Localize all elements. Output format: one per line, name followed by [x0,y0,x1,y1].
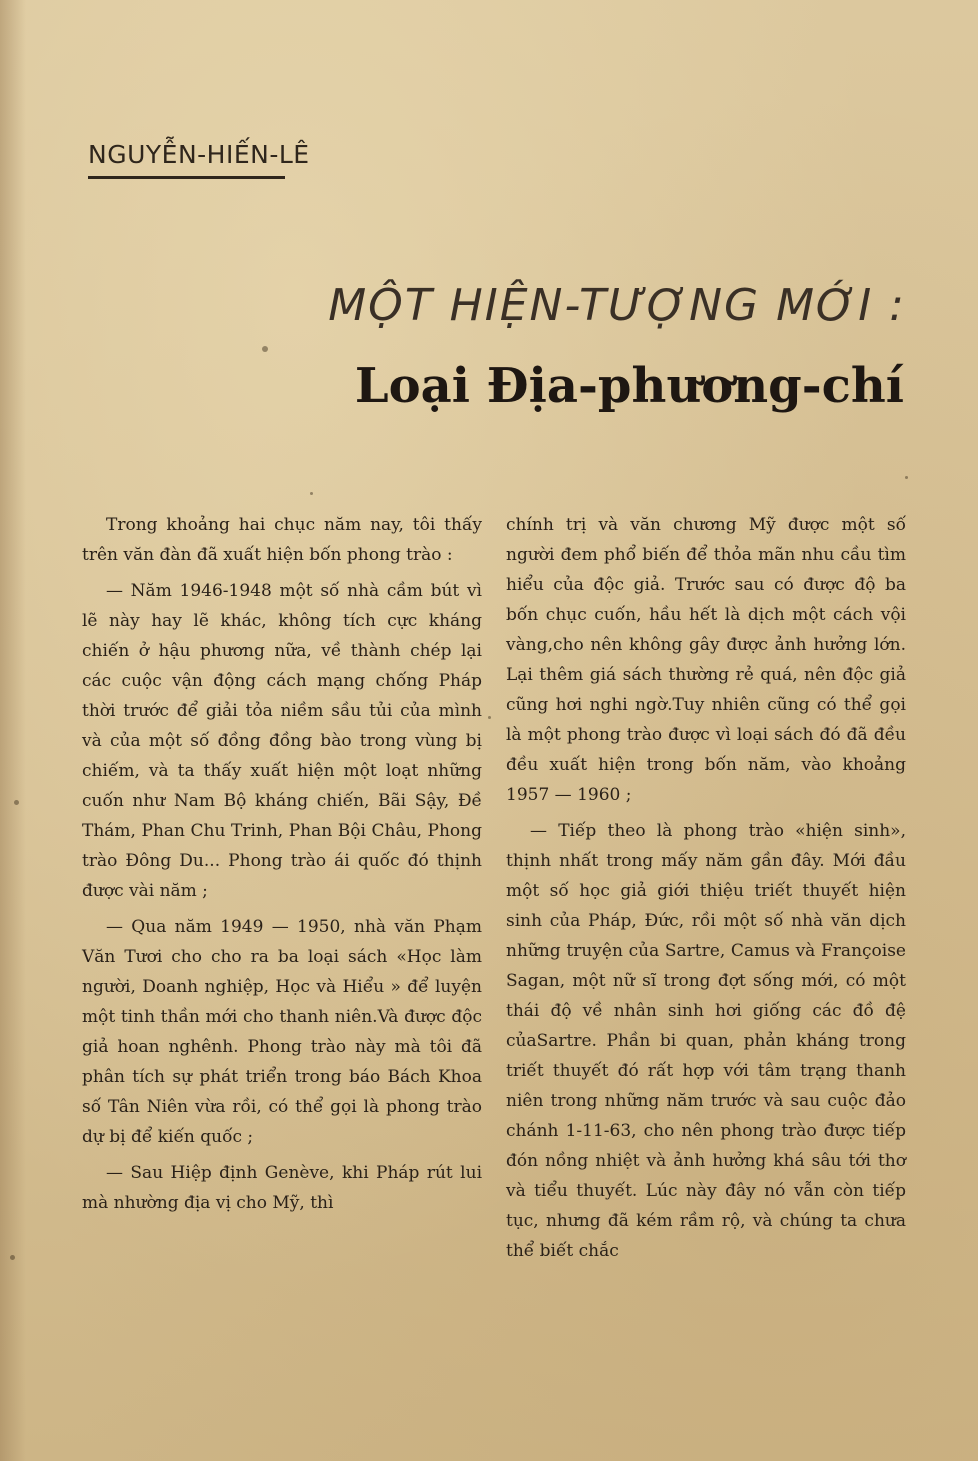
paper-speck [905,476,908,479]
paragraph: — Sau Hiệp định Genève, khi Pháp rút lui mà nhường địa vị cho Mỹ, thì [82,1163,482,1213]
paper-speck [262,346,268,352]
page-edge-shadow [0,0,26,1461]
paper-speck [310,492,313,495]
text-column-left [82,510,482,1224]
paper-speck [10,1255,15,1260]
paragraph: — Qua năm 1949 — 1950, nhà văn Phạm Văn Tươi cho cho ra ba loại sách «Học làm người, Doanh nghiệp, Học và Hiểu » để luyện một tinh thần mới cho thanh niên.Và được độc giả hoan nghênh. Phong trào này mà tôi đã phân tích sự phát triển trong báo Bách Khoa số Tân Niên vừa rồi, có thể gọi là phong trào dự bị để kiến quốc ; [82,917,482,1147]
paper-speck [14,800,19,805]
text-column-right [506,510,906,1272]
author-underline [88,176,285,179]
author-name: NGUYỄN-HIẾN-LÊ [88,140,310,169]
paragraph: — Năm 1946-1948 một số nhà cầm bút vì lẽ này hay lẽ khác, không tích cực kháng chiến ở hậu phương nữa, về thành chép lại các cuộc vận động cách mạng chống Pháp thời trước để giải tỏa niềm sầu tủi của mình và của một số đồng đồng bào trong vùng bị chiếm, và ta thấy xuất hiện một loạt những cuốn như Nam Bộ kháng chiến, Bãi Sậy, Đề Thám, Phan Chu Trinh, Phan Bội Châu, Phong trào Đông Du... Phong trào ái quốc đó thịnh được vài năm ; [82,581,482,901]
article-title-line1: MỘT HIỆN-TƯỢNG MỚI : [328,280,906,331]
article-title-line2: Loại Địa-phương-chí [354,358,904,414]
paragraph: — Tiếp theo là phong trào «hiện sinh», thịnh nhất trong mấy năm gần đây. Mới đầu một số học giả giới thiệu triết thuyết hiện sinh của Pháp, Đức, rồi một số nhà văn dịch những truyện của Sartre, Camus và Françoise Sagan, một nữ sĩ trong đợt sống mới, có một thái độ về nhân sinh hơi giống các đồ đệ củaSartre. Phần bi quan, phản kháng trong triết thuyết đó rất hợp với tâm trạng thanh niên trong những năm trước và sau cuộc đảo chánh 1-11-63, cho nên phong trào được tiếp đón nồng nhiệt và ảnh hưởng khá sâu tới thơ và tiểu thuyết. Lúc này đây nó vẫn còn tiếp tục, nhưng đã kém rầm rộ, và chúng ta chưa thể biết chắc [506,821,906,1261]
paper-speck [488,716,491,719]
paragraph: Trong khoảng hai chục năm nay, tôi thấy trên văn đàn đã xuất hiện bốn phong trào : [82,515,482,565]
paragraph: chính trị và văn chương Mỹ được một số người đem phổ biến để thỏa mãn nhu cầu tìm hiểu của độc giả. Trước sau có được độ ba bốn chục cuốn, hầu hết là dịch một cách vội vàng,cho nên không gây được ảnh hưởng lớn. Lại thêm giá sách thường rẻ quá, nên độc giả cũng hơi nghi ngờ.Tuy nhiên cũng có thể gọi là một phong trào được vì loại sách đó đã đều đều xuất hiện trong bốn năm, vào khoảng 1957 — 1960 ; [506,515,906,805]
